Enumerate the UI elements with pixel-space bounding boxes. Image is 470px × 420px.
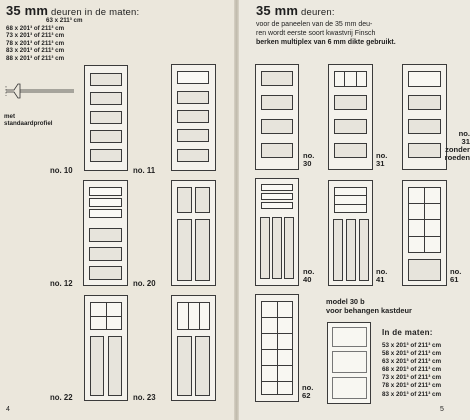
label-no-11: no. 11 — [133, 166, 156, 175]
profile-note: met standaardprofiel — [4, 113, 53, 127]
door-no-31 — [328, 64, 373, 170]
label-no-10: no. 10 — [50, 166, 73, 175]
page-number-left: 4 — [6, 406, 10, 413]
label-no-40: no. 40 — [303, 267, 315, 284]
label-no-20: no. 20 — [133, 279, 156, 288]
door-model-30b — [327, 322, 371, 404]
door-no-62 — [255, 294, 299, 402]
door-no-61 — [402, 180, 447, 286]
label-no-31-zonder-roeden: no. 31 zonder roeden — [444, 129, 470, 162]
door-no-11 — [171, 64, 216, 171]
label-no-31: no. 31 — [376, 151, 388, 168]
label-no-62: no. 62 — [302, 383, 314, 400]
door-no-10 — [84, 65, 128, 171]
page-number-right: 5 — [440, 406, 444, 413]
label-no-12: no. 12 — [50, 279, 73, 288]
left-heading: 35 mm deuren in de maten: — [6, 3, 140, 18]
in-de-maten-heading: In de maten: — [382, 328, 433, 337]
label-no-41: no. 41 — [376, 267, 388, 284]
right-intro-text: voor de paneelen van de 35 mm deu- ren wordt eerste soort kwastvrij Finsch berken multiplex van 6 mm dikte gebruikt. — [256, 21, 396, 47]
door-no-23 — [171, 295, 216, 401]
right-heading: 35 mm deuren: — [256, 3, 335, 18]
door-no-31-zonder-roeden — [402, 64, 447, 170]
label-no-61: no. 61 — [450, 267, 462, 284]
model-30b-caption: model 30 b voor behangen kastdeur — [326, 297, 412, 315]
door-no-20 — [171, 180, 216, 286]
door-no-30 — [255, 64, 299, 170]
door-no-41 — [328, 180, 373, 286]
left-size-list: 63 x 211³ cm 68 x 201³ of 211³ cm 73 x 201³ of 211³ cm 78 x 201³ of 211³ cm 83 x 201³ of 211³ cm 88 x 201³ of 211³ cm — [6, 17, 83, 62]
right-size-list: 53 x 201³ of 211³ cm 58 x 201³ of 211³ cm 63 x 201³ of 211³ cm 68 x 201³ of 211³ cm 73 x 201³ of 211³ cm 78 x 201³ of 211³ cm 83 x 201³ of 211³ cm — [382, 342, 442, 398]
label-no-22: no. 22 — [50, 393, 73, 402]
door-no-22 — [84, 295, 128, 401]
door-no-12 — [83, 180, 128, 286]
label-no-23: no. 23 — [133, 393, 156, 402]
standard-profile-icon — [4, 76, 74, 106]
book-spine — [234, 0, 239, 420]
label-no-30: no. 30 — [303, 151, 315, 168]
door-no-40 — [255, 178, 299, 286]
